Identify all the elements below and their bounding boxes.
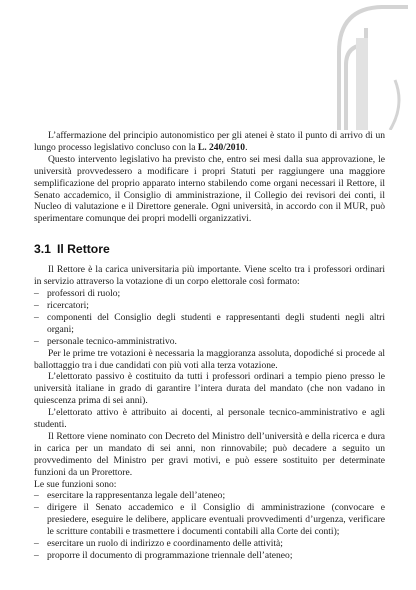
section-title: Il Rettore [56,242,110,257]
list-item: – ricercatori; [34,300,385,312]
list-item: – esercitare un ruolo di indirizzo e coordinamento delle attività; [34,538,385,550]
functions-list [34,490,385,561]
intro-text: L’affermazione del principio autonomistico per gli atenei è stato il punto di arrivo di un lungo processo legislativo concluso con la [34,130,385,153]
body-paragraph: Per le prime tre votazioni è necessaria la maggioranza assoluta, dopodiché si procede al ballottaggio tra i due candidati con più voti alla terza votazione. [34,347,385,371]
body-paragraph: Le sue funzioni sono: [34,478,117,490]
list-item: – personale tecnico-amministrativo. [34,336,385,348]
body-paragraph: L’elettorato passivo è costituito da tutti i professori ordinari a tempio pieno presso le università italiane in grado di garantire l’intera durata del mandato (che non vadano in quiescenza prima di sei anni). [34,371,385,407]
section-heading [34,242,385,256]
list-item: – dirigere il Senato accademico e il Consiglio di amministrazione (convocare e presiedere, eseguire le delibere, applicare eventuali provvedimenti d’urgenza, verificare le scritture contabili e trasmettere i documenti contabili alla Corte dei conti); [34,502,385,538]
intro-paragraph-2: Questo intervento legislativo ha previsto che, entro sei mesi dalla sua approvazione, le università provvedessero a modificare i propri Statuti per raggiungere una maggiore semplificazione del proprio apparato interno stabilendo come organi necessari il Rettore, il Senato accademico, il Consiglio di amministrazione, il Collegio dei revisori dei conti, il Nucleo di valutazione e il Direttore generale. Ogni università, in accordo con il MUR, può sperimentare comunque dei propri modelli organizzativi. [34,153,385,225]
publisher-logo-mark [0,0,416,130]
section-number: 3.1 [34,242,51,257]
list-item: – esercitare la rappresentanza legale dell’ateneo; [34,490,385,502]
electorate-list [34,288,385,348]
list-item: – proporre il documento di programmazione triennale dell’ateneo; [34,550,385,562]
law-reference: L. 240/2010 [197,141,246,153]
page-body [34,130,385,562]
list-item: – componenti del Consiglio degli studenti e rappresentanti degli studenti negli altri organi; [34,312,385,336]
intro-text-end: . [245,141,248,153]
body-paragraph: Il Rettore viene nominato con Decreto del Ministro dell’università e della ricerca e dura in carica per un mandato di sei anni, non rinnovabile; può decadere a seguito un provvedimento del Ministro per gravi motivi, e può essere sostituito per determinate funzioni da un Prorettore. [34,430,385,478]
intro-paragraph [34,130,385,154]
body-paragraph: Il Rettore è la carica universitaria più importante. Viene scelto tra i professori ordinari in servizio attraverso la votazione di un corpo elettorale così formato: [34,264,385,288]
body-paragraph: L’elettorato attivo è attribuito ai docenti, al personale tecnico-amministrativo e agli studenti. [34,407,385,431]
list-item: – professori di ruolo; [34,288,385,300]
